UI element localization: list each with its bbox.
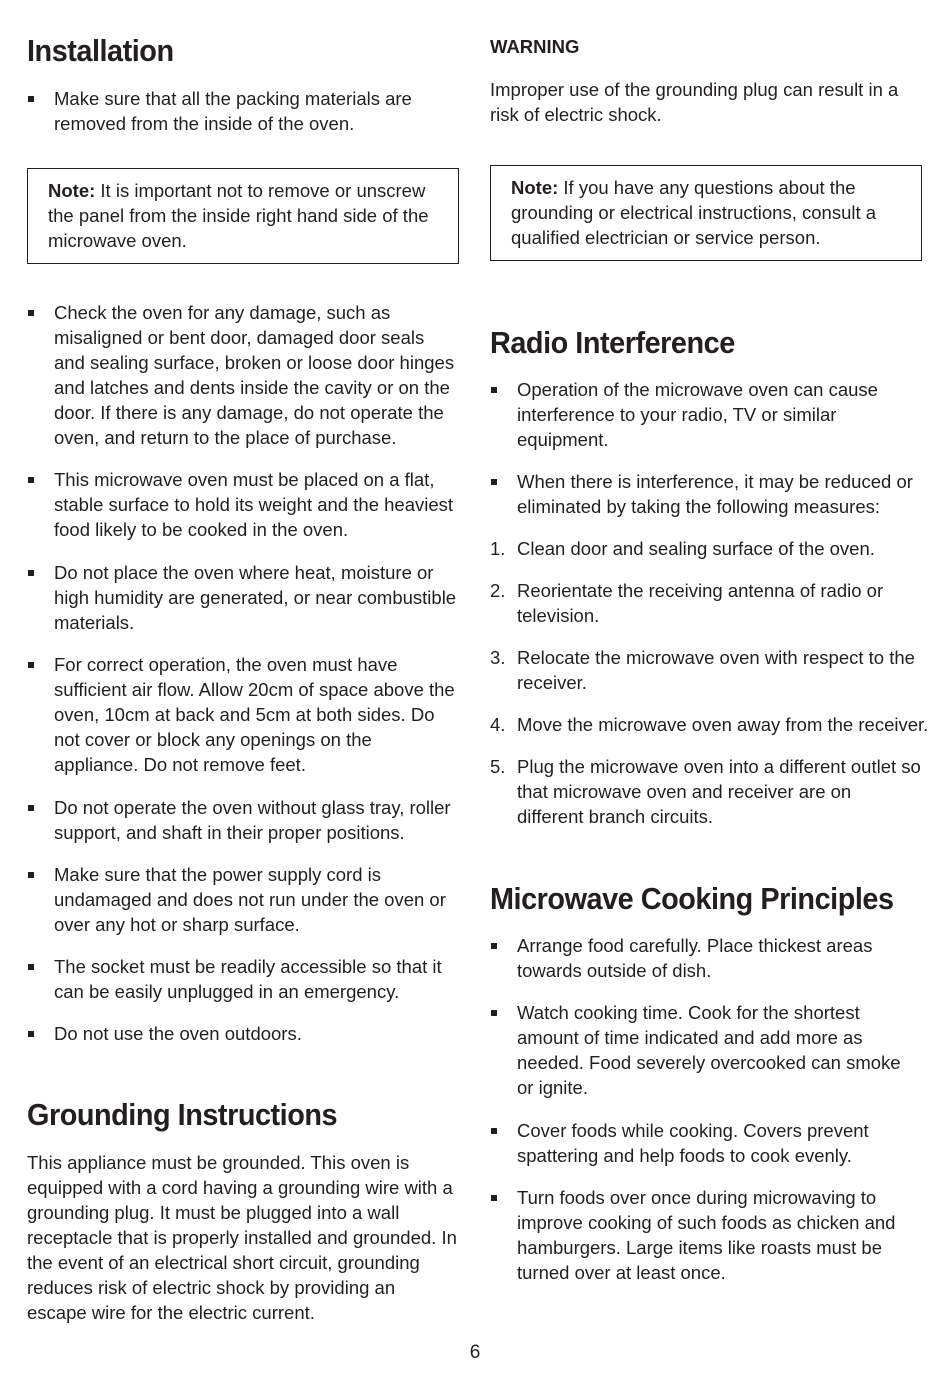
page-number: 6	[469, 1342, 481, 1363]
numbered-item-text: Reorientate the receiving antenna of radio or television.	[517, 580, 884, 626]
bullet-icon	[491, 1010, 497, 1016]
note-label: Note:	[48, 180, 96, 201]
numbered-item-text: Relocate the microwave oven with respect to the receiver.	[517, 647, 915, 693]
list-item	[490, 377, 922, 452]
list-item-text: Make sure that all the packing materials are removed from the inside of the oven.	[54, 88, 412, 134]
note-text: It is important not to remove or unscrew the panel from the inside right hand side of the microwave oven.	[48, 180, 429, 251]
cooking-principles-heading: Microwave Cooking Principles	[490, 881, 894, 916]
list-item-text: Turn foods over once during microwaving to improve cooking of such foods as chicken and hamburgers. Large items like roasts must be turned over at least once.	[517, 1187, 896, 1283]
item-number: 4.	[490, 714, 506, 735]
list-item-text: For correct operation, the oven must have sufficient air flow. Allow 20cm of space above the oven, 10cm at back and 5cm at both sides. Do not cover or block any openings on the appliance. Do not remove feet.	[54, 654, 455, 775]
bullet-icon	[491, 1195, 497, 1201]
bullet-icon	[491, 479, 497, 485]
list-item-text: When there is interference, it may be reduced or eliminated by taking the following measures:	[517, 471, 913, 517]
numbered-item	[490, 578, 922, 628]
numbered-item	[490, 536, 922, 561]
list-item-text: Do not place the oven where heat, moisture or high humidity are generated, or near combustible materials.	[54, 562, 457, 633]
grounding-note-box	[490, 165, 922, 261]
list-item	[27, 862, 459, 937]
list-item-text: Operation of the microwave oven can cause interference to your radio, TV or similar equipment.	[517, 379, 878, 450]
item-number: 5.	[490, 756, 506, 777]
list-item-text: Cover foods while cooking. Covers prevent spattering and help foods to cook evenly.	[517, 1120, 869, 1166]
bullet-icon	[28, 477, 34, 483]
list-item	[490, 1118, 922, 1168]
list-item	[27, 560, 459, 635]
numbered-item	[490, 645, 922, 695]
radio-interference-heading: Radio Interference	[490, 325, 735, 360]
item-number: 1.	[490, 538, 506, 559]
bullet-icon	[28, 1031, 34, 1037]
installation-heading: Installation	[27, 33, 174, 68]
installation-note-box	[27, 168, 459, 264]
list-item	[27, 1021, 459, 1046]
grounding-heading: Grounding Instructions	[27, 1097, 338, 1132]
bullet-icon	[28, 662, 34, 668]
bullet-icon	[28, 964, 34, 970]
note-label: Note:	[511, 177, 559, 198]
list-item	[27, 954, 459, 1004]
list-item	[27, 86, 459, 136]
bullet-icon	[28, 805, 34, 811]
list-item-text: Do not operate the oven without glass tray, roller support, and shaft in their proper positions.	[54, 797, 451, 843]
numbered-item	[490, 712, 929, 737]
numbered-item-text: Plug the microwave oven into a different outlet so that microwave oven and receiver are on different branch circuits.	[517, 756, 921, 827]
list-item-text: This microwave oven must be placed on a flat, stable surface to hold its weight and the heaviest food likely to be cooked in the oven.	[54, 469, 454, 540]
list-item	[490, 1000, 922, 1100]
item-number: 2.	[490, 580, 506, 601]
numbered-item	[490, 754, 922, 829]
warning-heading: WARNING	[490, 36, 580, 57]
list-item-text: Make sure that the power supply cord is undamaged and does not run under the oven or over any hot or sharp surface.	[54, 864, 446, 935]
list-item-text: Do not use the oven outdoors.	[54, 1023, 302, 1044]
list-item-text: The socket must be readily accessible so that it can be easily unplugged in an emergency.	[54, 956, 442, 1002]
list-item-text: Watch cooking time. Cook for the shortest amount of time indicated and add more as needed. Food severely overcooked can smoke or ignite.	[517, 1002, 901, 1098]
warning-paragraph: Improper use of the grounding plug can result in a risk of electric shock.	[490, 79, 899, 125]
numbered-item-text: Move the microwave oven away from the receiver.	[517, 714, 929, 735]
bullet-icon	[28, 310, 34, 316]
list-item	[27, 795, 459, 845]
bullet-icon	[28, 96, 34, 102]
bullet-icon	[491, 1128, 497, 1134]
bullet-icon	[28, 872, 34, 878]
numbered-item-text: Clean door and sealing surface of the oven.	[517, 538, 875, 559]
bullet-icon	[491, 387, 497, 393]
list-item-text: Arrange food carefully. Place thickest areas towards outside of dish.	[517, 935, 873, 981]
grounding-paragraph: This appliance must be grounded. This oven is equipped with a cord having a grounding wire with a grounding plug. It must be plugged into a wall receptacle that is properly installed and grounded. In the event of an electrical short circuit, grounding reduces risk of electric shock by providing an escape wire for the electric current.	[27, 1152, 457, 1323]
bullet-icon	[491, 943, 497, 949]
list-item	[490, 1185, 922, 1285]
list-item-text: Check the oven for any damage, such as misaligned or bent door, damaged door seals and sealing surface, broken or loose door hinges and latches and dents inside the cavity or on the door. If there is any damage, do not operate the oven, and return to the place of purchase.	[54, 302, 455, 448]
list-item	[27, 467, 459, 542]
list-item	[27, 652, 459, 777]
list-item	[27, 300, 459, 450]
list-item	[490, 469, 922, 519]
item-number: 3.	[490, 647, 506, 668]
note-text: If you have any questions about the grounding or electrical instructions, consult a qualified electrician or service person.	[511, 177, 877, 248]
bullet-icon	[28, 570, 34, 576]
list-item	[490, 933, 922, 983]
